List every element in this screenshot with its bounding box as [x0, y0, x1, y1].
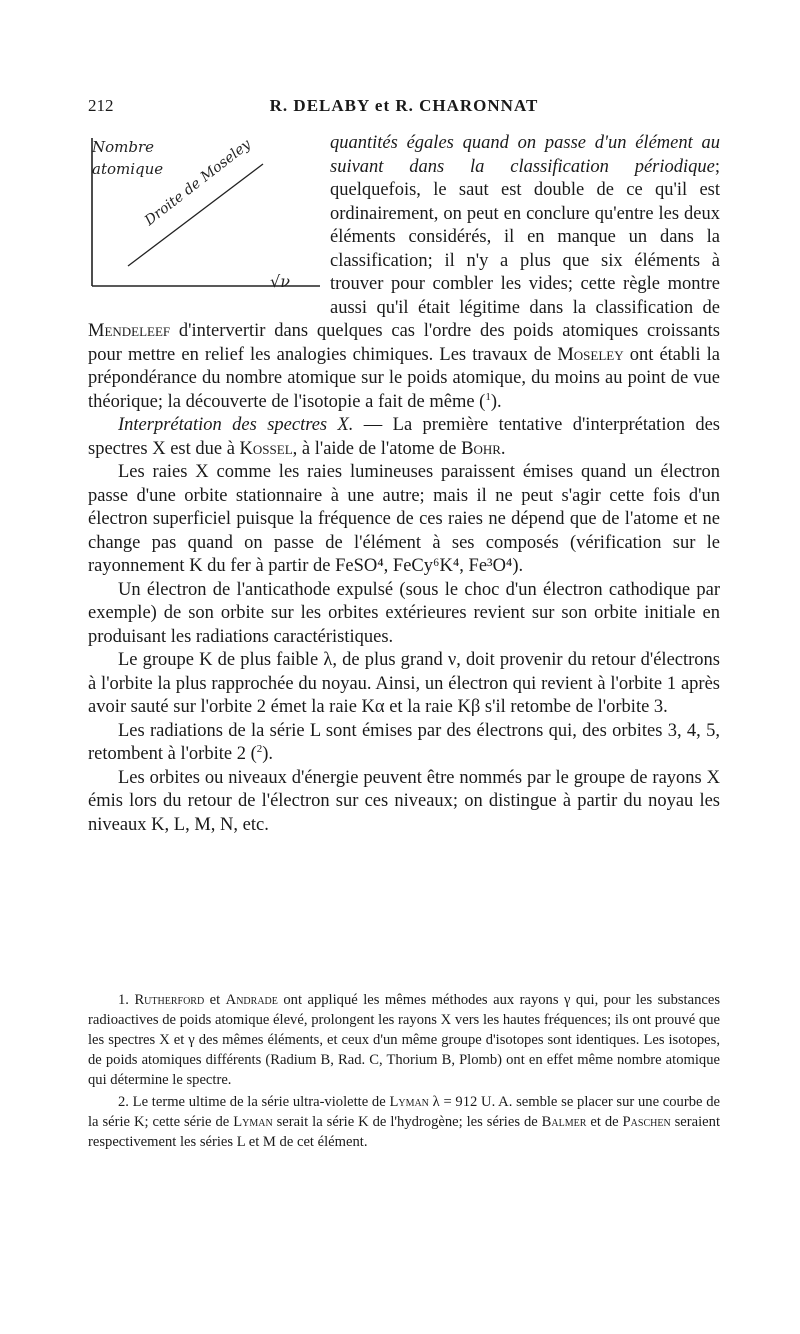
- name-mendeleef: Mendeleef: [88, 321, 171, 341]
- running-title: R. DELABY et R. CHARONNAT: [269, 96, 539, 115]
- name-moseley: Moseley: [557, 344, 624, 365]
- paragraph-4: Un électron de l'anticathode expulsé (sous le choc d'un électron cathodique par exemple) de son orbite sur les orbites extérieures revient sur son orbite initiale en produisant les radiations caractéristiques.: [88, 579, 720, 647]
- axis-label-sqrt-nu: √ν: [270, 272, 290, 291]
- paragraph-1: Nombre atomique Droite de Moseley √ν quantités égales quand on passe d'un élément au suivant dans la classification périodique; quelquefois, le saut est double de ce qu'il est ordinairement, on peut en conclure qu'entre les deux éléments considérés, il en manque un dans la classification; il n'y a plus que six éléments à trouver pour combler les vides; cette règle montre aussi qu'il était légitime dans la classification de Mendeleef d'intervertir dans quelques cas l'ordre des poids atomiques croissants pour mettre en relief les analogies chimiques. Les travaux de Moseley ont établi la prépondérance du nombre atomique sur le poids atomique, du moins au point de vue théorique; la découverte de l'isotopie a fait de même ($^1$).: [88, 133, 720, 412]
- italic-phrase: quantités égales quand on passe d'un élément au suivant dans la classification périodique: [330, 133, 720, 177]
- footnote-ref-1: 1: [485, 390, 491, 403]
- name-bohr: Bohr: [461, 438, 501, 459]
- line-label-moseley: Droite de Moseley: [141, 136, 254, 229]
- footnote-1: 1. Rutherford et Andrade ont appliqué les mêmes méthodes aux rayons γ qui, pour les substances radioactives de poids atomique élevé, prolongent les rayons X vers les hautes fréquences; ils ont prouvé que les spectres X et γ des mêmes éléments, et ceux d'un même groupe d'isotopes sont identiques. Les isotopes, de poids atomiques différents (Radium B, Rad. C, Thorium B, Plomb) ont en effet même nombre atomique qui détermine le spectre.: [88, 992, 721, 1088]
- moseley-diagram: [88, 136, 320, 296]
- name-kossel: Kossel: [239, 438, 293, 459]
- paragraph-7: Les orbites ou niveaux d'énergie peuvent être nommés par le groupe de rayons X émis lors du retour de l'électron sur ces niveaux; on distingue à partir du noyau les niveaux K, L, M, N, etc.: [88, 767, 720, 835]
- footnote-ref-2: 2: [256, 742, 263, 755]
- axis-label-nombre: Nombre: [92, 138, 155, 156]
- paragraph-5: Le groupe K de plus faible λ, de plus grand ν, doit provenir du retour d'électrons à l'orbite la plus rapprochée du noyau. Ainsi, un électron qui revient à l'orbite 1 après avoir sauté sur l'orbite 2 émet la raie Kα et la raie Kβ s'il retombe de l'orbite 3.: [88, 650, 720, 717]
- paragraph-2: Interprétation des spectres X. — La première tentative d'interprétation des spectres X est due à Kossel, à l'aide de l'atome de Bohr.: [88, 415, 720, 459]
- paragraph-6: Les radiations de la série L sont émises par des électrons qui, des orbites 3, 4, 5, retombent à l'orbite 2 ($^2$).: [88, 720, 720, 764]
- axis-label-atomique: atomique: [92, 160, 164, 178]
- page-number: 212: [88, 96, 114, 115]
- main-text: [88, 132, 720, 837]
- footnotes: [88, 990, 720, 1154]
- section-heading: Interprétation des spectres X.: [118, 415, 354, 435]
- page-header: [88, 96, 720, 126]
- footnote-2: 2. Le terme ultime de la série ultra-violette de Lyman λ = 912 U. A. semble se placer sur une courbe de la série K; cette série de Lyman serait la série K de l'hydrogène; les séries de Balmer et de Paschen seraient respectivement les séries L et M de cet élément.: [88, 1094, 720, 1150]
- paragraph-3: Les raies X comme les raies lumineuses paraissent émises quand un électron passe d'une orbite stationnaire à une autre; mais il ne peut s'agir cette fois d'un électron superficiel puisque la fréquence de ces raies ne dépend que de l'atome et ne change pas quand on passe de l'élément à ses composés (vérification sur le rayonnement K du fer à partir de FeSO⁴, FeCy⁶K⁴, Fe³O⁴).: [88, 462, 720, 576]
